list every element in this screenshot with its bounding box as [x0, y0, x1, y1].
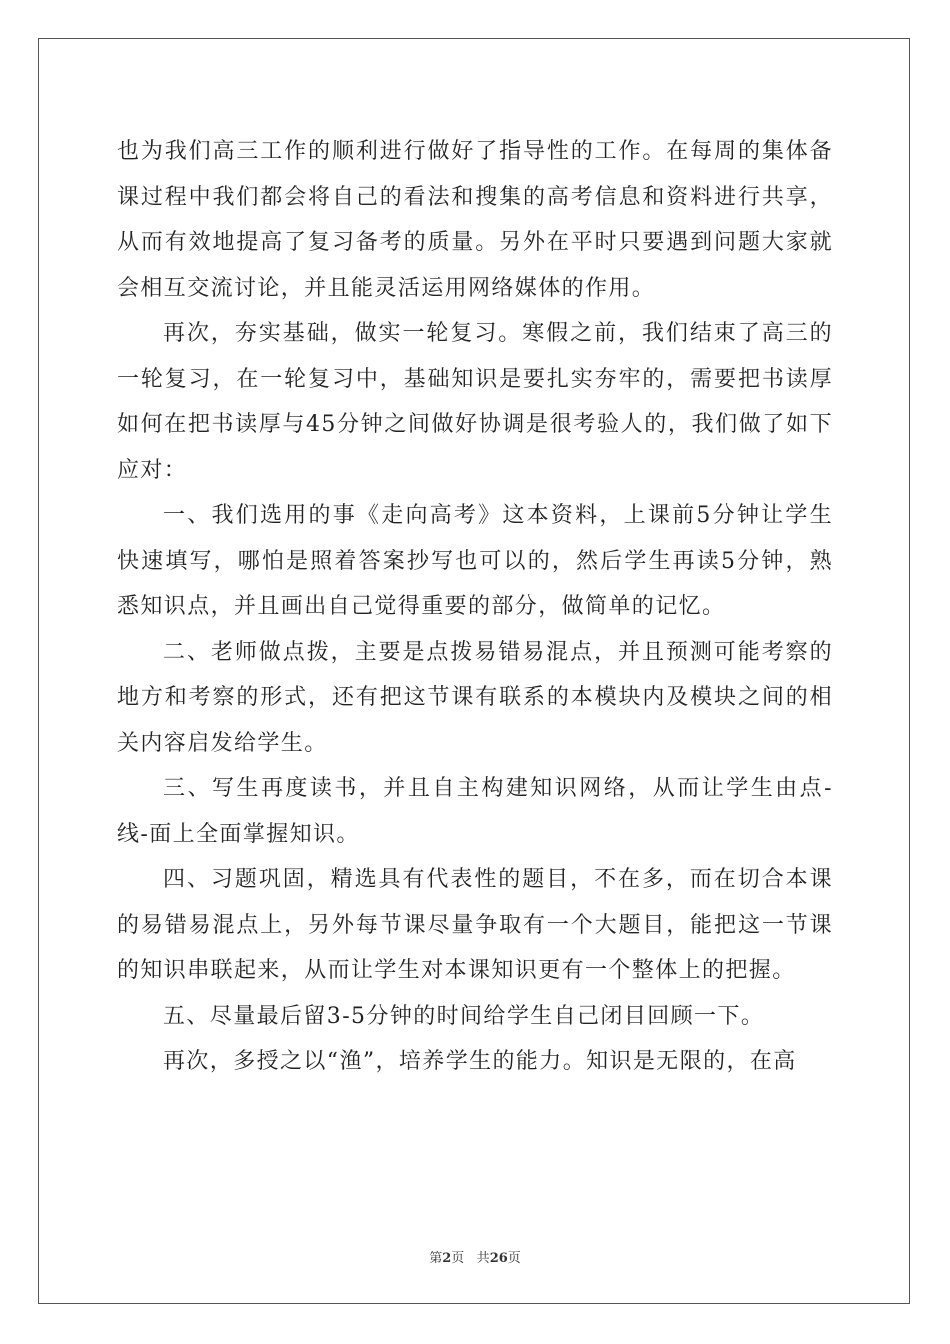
footer-total-prefix: 共 [476, 1251, 490, 1266]
footer-total-pages: 26 [489, 1251, 508, 1266]
paragraph-8: 再次，多授之以“渔”，培养学生的能力。知识是无限的，在高 [163, 1049, 797, 1074]
paragraph-5: 三、写生再度读书，并且自主构建知识网络，从而让学生由点-线-面上全面掌握知识。 [117, 776, 833, 847]
footer-page-suffix: 页 [451, 1251, 465, 1266]
paragraph-7: 五、尽量最后留3-5分钟的时间给学生自己闭目回顾一下。 [163, 1003, 765, 1029]
footer-page-prefix: 第 [429, 1251, 443, 1266]
paragraph-6: 四、习题巩固，精选具有代表性的题目，不在多，而在切合本课的易错易混点上，另外每节课尽量争取有一个大题目，能把这一节课的知识串联起来，从而让学生对本课知识更有一个整体上的把握。 [117, 867, 833, 983]
paragraph-2: 再次，夯实基础，做实一轮复习。寒假之前，我们结束了高三的一轮复习，在一轮复习中，基础知识是要扎实夯牢的，需要把书读厚如何在把书读厚与45分钟之间做好协调是很考验人的，我们做了如下应对： [117, 321, 833, 483]
footer-total-suffix: 页 [507, 1251, 521, 1266]
page-footer [0, 1247, 950, 1266]
paragraph-1: 也为我们高三工作的顺利进行做好了指导性的工作。在每周的集体备课过程中我们都会将自己的看法和搜集的高考信息和资料进行共享，从而有效地提高了复习备考的质量。另外在平时只要遇到问题大家就会相互交流讨论，并且能灵活运用网络媒体的作用。 [117, 139, 833, 301]
paragraph-4: 二、老师做点拨，主要是点拨易错易混点，并且预测可能考察的地方和考察的形式，还有把这节课有联系的本模块内及模块之间的相关内容启发给学生。 [117, 639, 833, 756]
footer-page-number: 2 [442, 1251, 452, 1266]
document-body [117, 129, 833, 1085]
paragraph-3: 一、我们选用的事《走向高考》这本资料，上课前5分钟让学生快速填写，哪怕是照着答案抄写也可以的，然后学生再读5分钟，熟悉知识点，并且画出自己觉得重要的部分，做简单的记忆。 [117, 503, 833, 619]
